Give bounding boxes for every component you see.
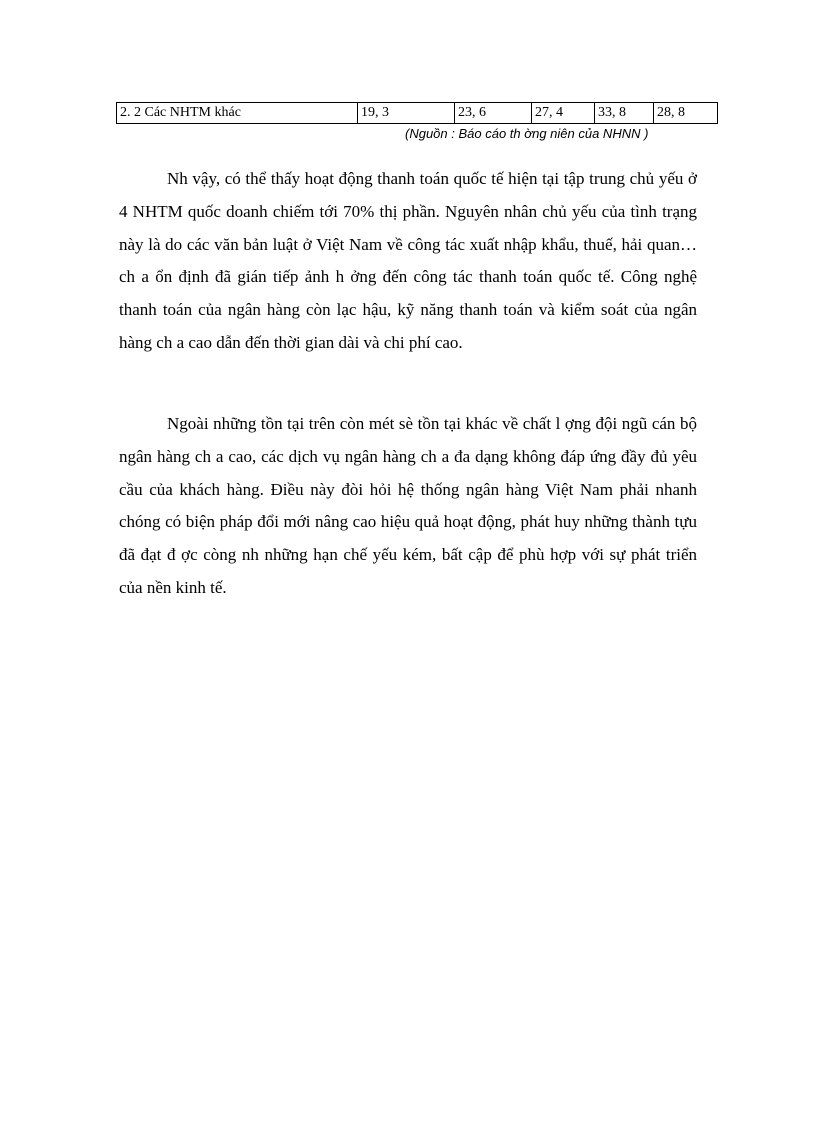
value-cell: 27, 4: [532, 103, 595, 124]
table-row: [117, 103, 718, 124]
data-table: [116, 102, 718, 124]
paragraph-2: Ngoài những tồn tại trên còn mét sè tồn tại khác về chất l ợng đội ngũ cán bộ ngân hàng ch a cao, các dịch vụ ngân hàng ch a đa dạng không đáp ứng đầy đủ yêu cầu của khách hàng. Điều này đòi hỏi hệ thống ngân hàng Việt Nam phải nhanh chóng có biện pháp đổi mới nâng cao hiệu quả hoạt động, phát huy những thành tựu đã đạt đ ợc còng nh những hạn chế yếu kém, bất cập để phù hợp với sự phát triển của nền kinh tế.: [119, 414, 697, 597]
source-note: (Nguồn : Báo cáo th ờng niên của NHNN ): [405, 126, 649, 141]
paragraph-1: Nh vậy, có thể thấy hoạt động thanh toán quốc tế hiện tại tập trung chủ yếu ở 4 NHTM quốc doanh chiếm tới 70% thị phần. Nguyên nhân chủ yếu của tình trạng này là do các văn bản luật ở Việt Nam về công tác xuất nhập khẩu, thuế, hải quan… ch a ổn định đã gián tiếp ảnh h ởng đến công tác thanh toán quốc tế. Công nghệ thanh toán của ngân hàng còn lạc hậu, kỹ năng thanh toán và kiểm soát của ngân hàng ch a cao dẫn đến thời gian dài và chi phí cao.: [119, 169, 697, 352]
value-cell: 33, 8: [595, 103, 654, 124]
value-cell: 19, 3: [358, 103, 455, 124]
value-cell: 28, 8: [654, 103, 718, 124]
value-cell: 23, 6: [455, 103, 532, 124]
row-label-cell: 2. 2 Các NHTM khác: [117, 103, 358, 124]
